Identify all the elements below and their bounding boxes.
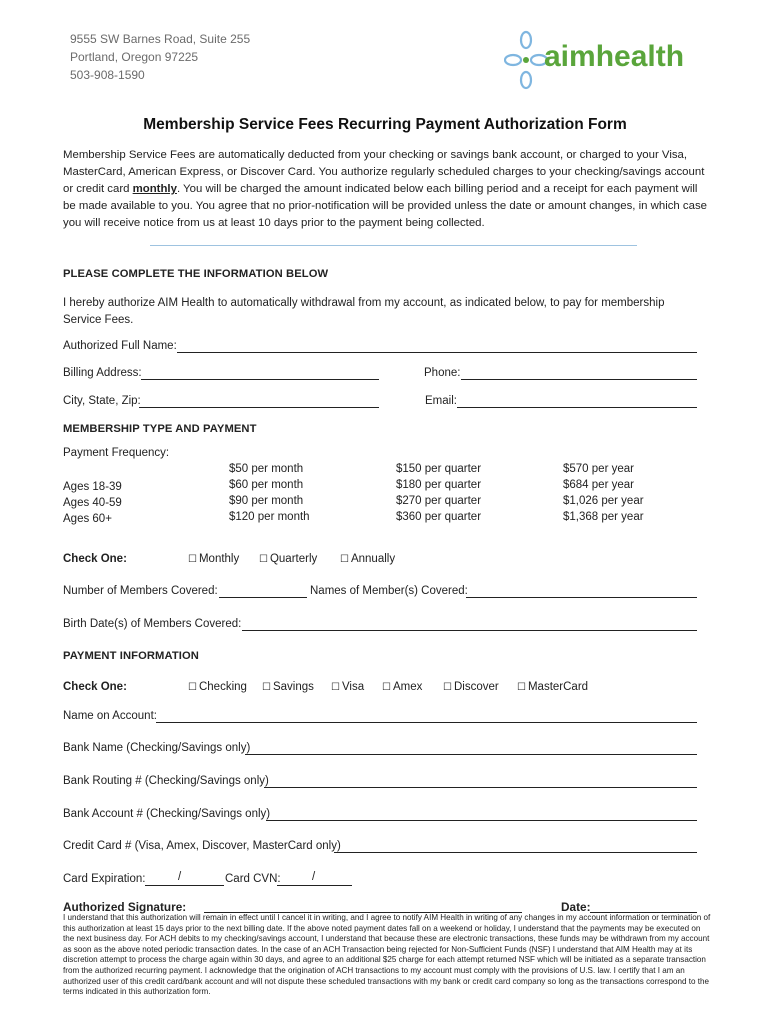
expiration-label: Card Expiration: (63, 873, 146, 885)
birth-dates-label: Birth Date(s) of Members Covered: (63, 618, 242, 630)
age-group: Ages 40-59 (63, 497, 122, 509)
option-quarterly[interactable] (259, 553, 317, 565)
option-label: Amex (392, 681, 423, 693)
option-label: Discover (453, 681, 499, 693)
yearly-price: $1,026 per year (563, 495, 644, 507)
option-amex[interactable] (382, 681, 422, 693)
expiration-field[interactable] (145, 873, 224, 886)
age-group: Ages 18-39 (63, 481, 122, 493)
phone-field[interactable] (461, 367, 697, 380)
section-heading-payment: PAYMENT INFORMATION (63, 650, 199, 662)
option-label: Quarterly (269, 553, 318, 565)
option-label: Annually (350, 553, 396, 565)
cvn-label: Card CVN: (225, 873, 281, 885)
signature-field[interactable] (204, 900, 522, 913)
section-divider (150, 245, 637, 246)
cvn-slash: / (312, 871, 316, 883)
yearly-price: $1,368 per year (563, 511, 644, 523)
option-visa[interactable] (331, 681, 364, 693)
date-label: Date: (561, 900, 591, 914)
option-mastercard[interactable] (517, 681, 588, 693)
names-covered-label: Names of Member(s) Covered: (310, 585, 468, 597)
address-line-1: 9555 SW Barnes Road, Suite 255 (70, 32, 251, 46)
option-label: Checking (198, 681, 247, 693)
full-name-label: Authorized Full Name: (63, 340, 177, 352)
credit-card-field[interactable] (334, 840, 697, 853)
checkbox-icon[interactable]: ☐ (517, 682, 526, 693)
age-group: Ages 60+ (63, 513, 112, 525)
checkbox-icon[interactable]: ☐ (188, 682, 197, 693)
date-field[interactable] (590, 900, 697, 913)
account-label: Bank Account # (Checking/Savings only) (63, 808, 271, 820)
option-checking[interactable] (188, 681, 247, 693)
age-groups (63, 479, 122, 527)
option-annually[interactable] (340, 553, 395, 565)
logo-mark-icon (504, 30, 548, 90)
yearly-price: $684 per year (563, 479, 634, 491)
expiration-slash: / (178, 871, 182, 883)
email-field[interactable] (457, 395, 697, 408)
monthly-price: $60 per month (229, 479, 304, 491)
form-title: Membership Service Fees Recurring Payment Authorization Form (143, 116, 627, 133)
quarterly-prices (396, 461, 481, 525)
email-label: Email: (425, 395, 457, 407)
routing-label: Bank Routing # (Checking/Savings only) (63, 775, 269, 787)
address-line-2: Portland, Oregon 97225 (70, 50, 199, 64)
name-on-account-label: Name on Account: (63, 710, 157, 722)
payment-frequency-label: Payment Frequency: (63, 447, 170, 459)
checkbox-icon[interactable]: ☐ (331, 682, 340, 693)
checkbox-icon[interactable]: ☐ (262, 682, 271, 693)
option-label: Monthly (198, 553, 240, 565)
address-phone: 503-908-1590 (70, 68, 145, 82)
billing-address-label: Billing Address: (63, 367, 142, 379)
phone-label: Phone: (424, 367, 461, 379)
checkbox-icon[interactable]: ☐ (259, 554, 268, 565)
option-label: Savings (272, 681, 314, 693)
monthly-price: $50 per month (229, 463, 304, 475)
quarterly-price: $360 per quarter (396, 511, 482, 523)
company-address (70, 30, 250, 84)
name-on-account-field[interactable] (156, 710, 697, 723)
bank-name-field[interactable] (245, 742, 697, 755)
logo-wordmark: aimhealth (544, 40, 685, 73)
city-state-zip-field[interactable] (139, 395, 379, 408)
option-label: MasterCard (527, 681, 589, 693)
monthly-prices (229, 461, 310, 525)
option-monthly[interactable] (188, 553, 239, 565)
monthly-price: $120 per month (229, 511, 310, 523)
routing-field[interactable] (264, 775, 697, 788)
billing-address-field[interactable] (141, 367, 379, 380)
section-heading-info: PLEASE COMPLETE THE INFORMATION BELOW (63, 268, 329, 280)
checkbox-icon[interactable]: ☐ (340, 554, 349, 565)
bank-name-label: Bank Name (Checking/Savings only) (63, 742, 251, 754)
members-covered-label: Number of Members Covered: (63, 585, 218, 597)
aimhealth-logo (504, 30, 704, 90)
frequency-check-one-label: Check One: (63, 553, 127, 565)
city-state-zip-label: City, State, Zip: (63, 395, 141, 407)
quarterly-price: $270 per quarter (396, 495, 482, 507)
checkbox-icon[interactable]: ☐ (382, 682, 391, 693)
checkbox-icon[interactable]: ☐ (443, 682, 452, 693)
authorize-text: I hereby authorize AIM Health to automatically withdrawal from my account, as indicated below, to pay for membership Service Fees. (63, 297, 665, 326)
members-covered-field[interactable] (219, 585, 307, 598)
intro-part-1: Membership Service Fees are automatically deducted from your checking or savings bank account, or charged to your Visa, MasterCard, American Express, or Discover Card. You authorize regularly scheduled charges to your checking/savings account or credit card (63, 149, 705, 195)
monthly-price: $90 per month (229, 495, 304, 507)
checkbox-icon[interactable]: ☐ (188, 554, 197, 565)
section-heading-membership: MEMBERSHIP TYPE AND PAYMENT (63, 423, 257, 435)
option-savings[interactable] (262, 681, 314, 693)
full-name-field[interactable] (177, 340, 697, 353)
terms-fine-print: I understand that this authorization will remain in effect until I cancel it in writing, and I agree to notify AIM Health in writing of any changes in my account information or termination of this authorization at least 15 days prior to the next billing date. If the above noted payment dates fall on a weekend or holiday, I understand that the payments may be executed on the next business day. For ACH debits to my checking/savings account, I understand that because these are electronic transactions, these funds may be withdrawn from my account as soon as the above noted periodic transaction dates. In the case of an ACH Transaction being rejected for Non-Sufficient Funds (NSF) I understand that AIM Health may at its discretion attempt to process the charge again within 30 days, and agree to an additional $25 charge for each attempt returned NSF which will be initiated as a separate transaction from the authorized recurring payment. I acknowledge that the origination of ACH transactions to my account must comply with the provisions of U.S. law. I certify that I am an authorized user of this credit card/bank account and will not dispute these scheduled transactions with my bank or credit card company so long as the transactions correspond to the terms indicated in this authorization form. (63, 913, 711, 997)
quarterly-price: $180 per quarter (396, 479, 482, 491)
credit-card-label: Credit Card # (Visa, Amex, Discover, MasterCard only) (63, 840, 341, 852)
option-discover[interactable] (443, 681, 499, 693)
names-covered-field[interactable] (466, 585, 697, 598)
signature-label: Authorized Signature: (63, 900, 187, 914)
yearly-prices (563, 461, 644, 525)
yearly-price: $570 per year (563, 463, 634, 475)
account-field[interactable] (266, 808, 697, 821)
option-label: Visa (341, 681, 365, 693)
intro-paragraph (63, 147, 713, 232)
payment-check-one-label: Check One: (63, 681, 127, 693)
quarterly-price: $150 per quarter (396, 463, 482, 475)
birth-dates-field[interactable] (242, 618, 697, 631)
intro-part-2: . You will be charged the amount indicated below each billing period and a receipt for each payment will be made available to you. You agree that no prior-notification will be provided unless the date or amount changes, in which case you will receive notice from us at least 10 days prior to the payment being collected. (63, 183, 707, 229)
intro-emphasis: monthly (132, 183, 177, 195)
